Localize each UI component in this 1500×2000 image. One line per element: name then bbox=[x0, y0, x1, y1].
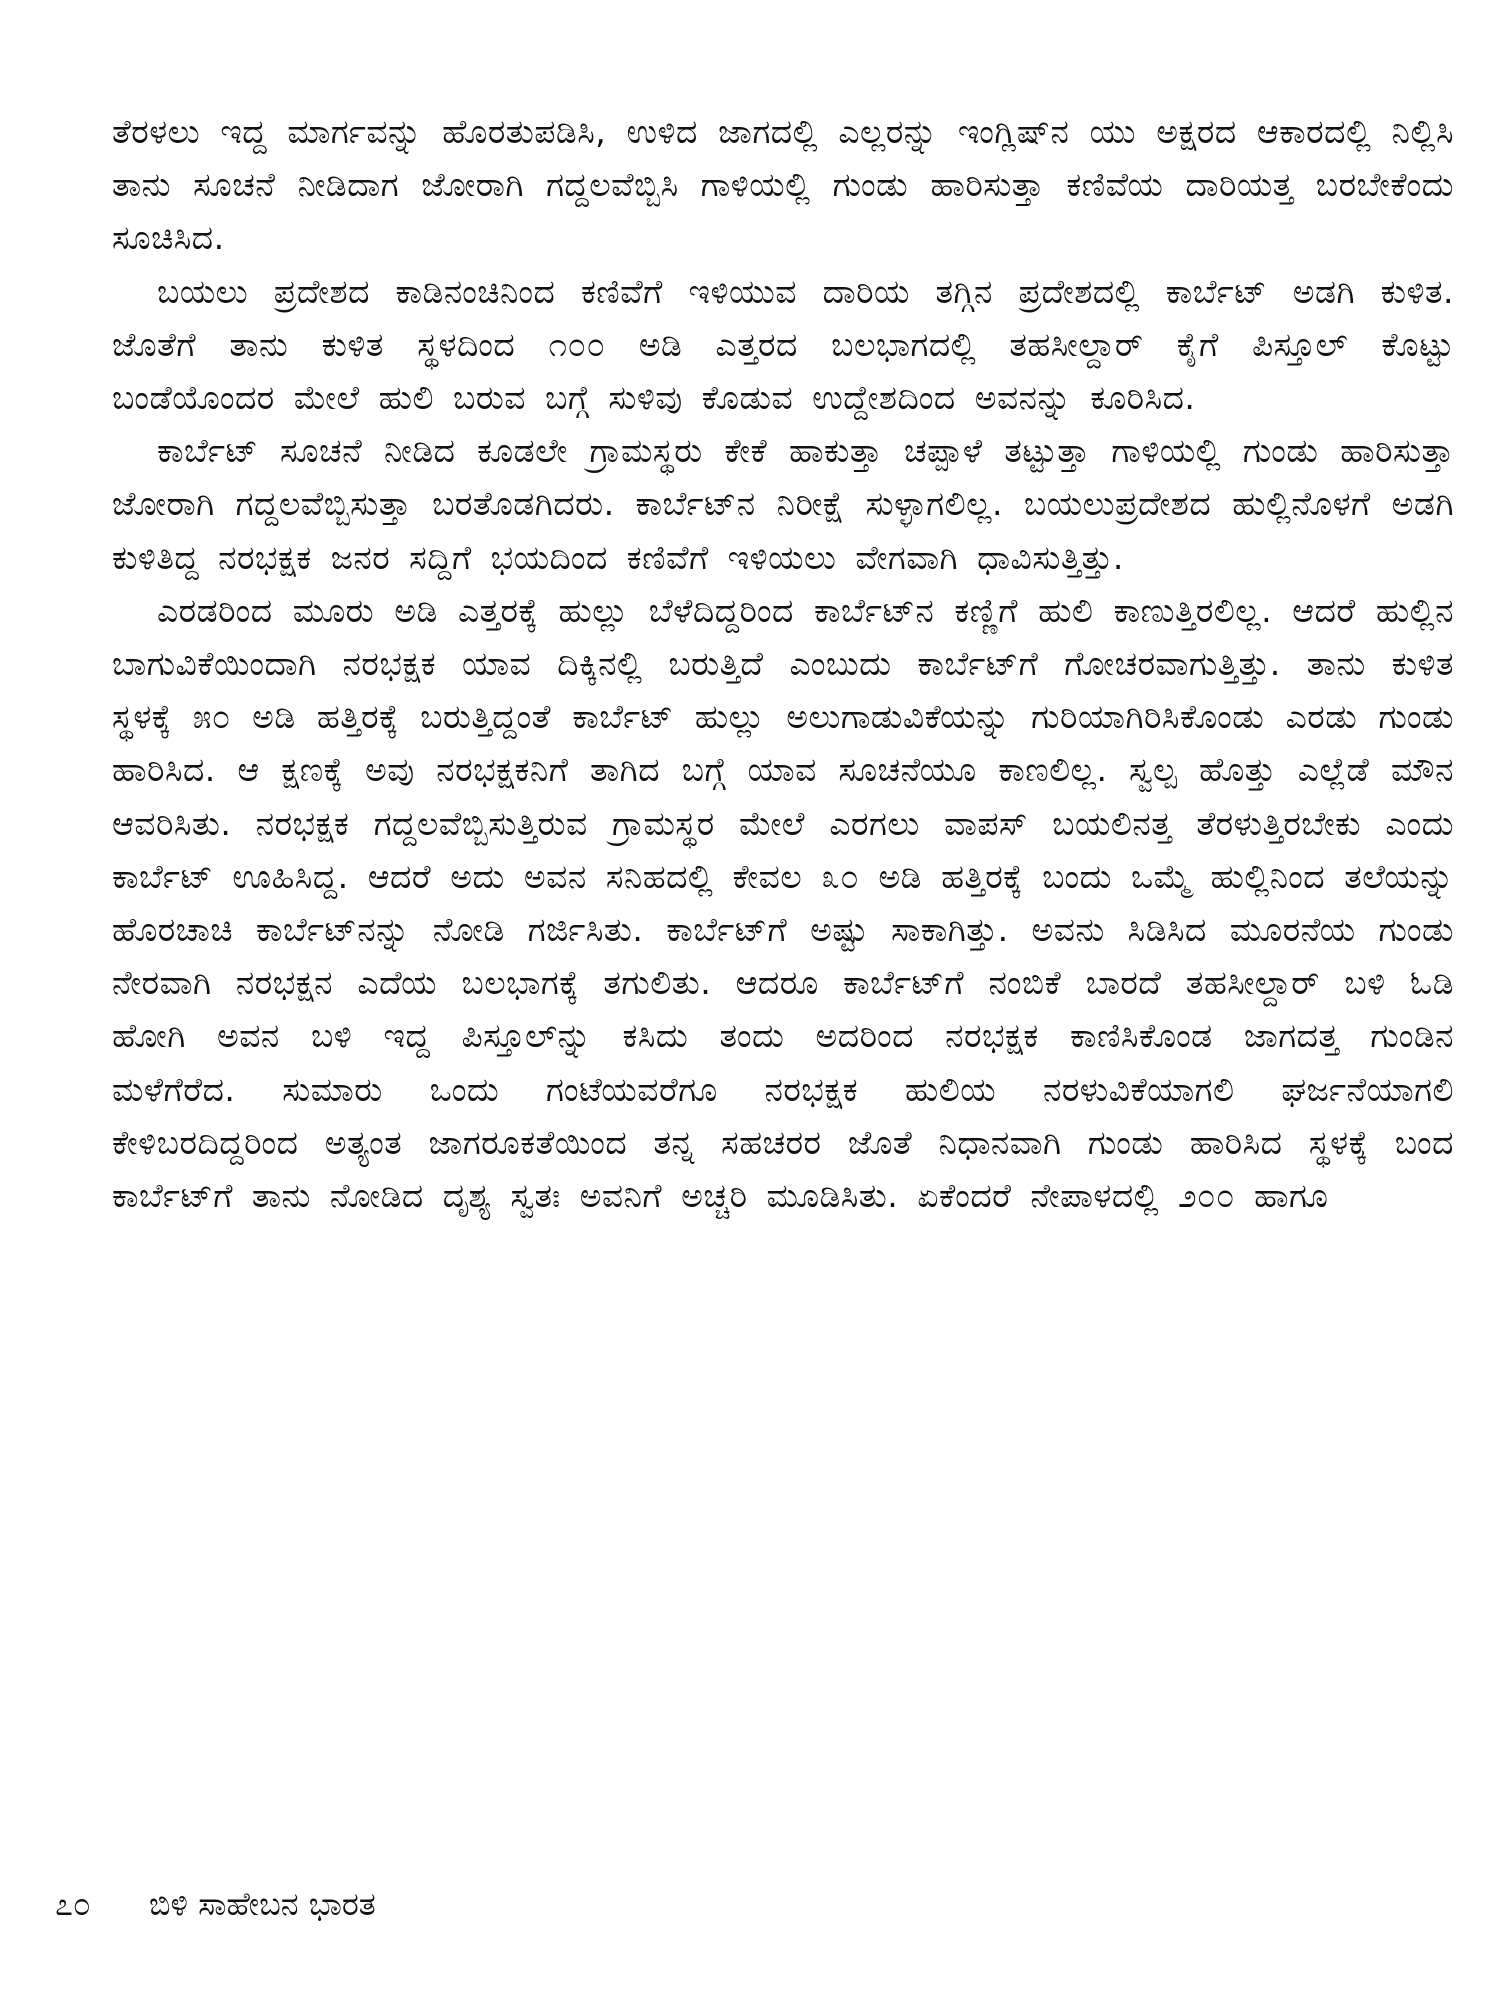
body-text bbox=[112, 105, 1454, 1222]
paragraph: ಕಾರ್ಬೆಟ್ ಸೂಚನೆ ನೀಡಿದ ಕೂಡಲೇ ಗ್ರಾಮಸ್ಥರು ಕೇಕೆ ಹಾಕುತ್ತಾ ಚಪ್ಪಾಳೆ ತಟ್ಟುತ್ತಾ ಗಾಳಿಯಲ್ಲಿ ಗುಂಡು ಹಾರಿಸುತ್ತಾ ಜೋರಾಗಿ ಗದ್ದಲವೆಬ್ಬಿಸುತ್ತಾ ಬರತೊಡಗಿದರು. ಕಾರ್ಬೆಟ್‌ನ ನಿರೀಕ್ಷೆ ಸುಳ್ಳಾಗಲಿಲ್ಲ. ಬಯಲುಪ್ರದೇಶದ ಹುಲ್ಲಿನೊಳಗೆ ಅಡಗಿ ಕುಳಿತಿದ್ದ ನರಭಕ್ಷಕ ಜನರ ಸದ್ದಿಗೆ ಭಯದಿಂದ ಕಣಿವೆಗೆ ಇಳಿಯಲು ವೇಗವಾಗಿ ಧಾವಿಸುತ್ತಿತ್ತು. bbox=[112, 431, 1454, 577]
paragraph: ತೆರಳಲು ಇದ್ದ ಮಾರ್ಗವನ್ನು ಹೊರತುಪಡಿಸಿ, ಉಳಿದ ಜಾಗದಲ್ಲಿ ಎಲ್ಲರನ್ನು ಇಂಗ್ಲಿಷ್‌ನ ಯು ಅಕ್ಷರದ ಆಕಾರದಲ್ಲಿ ನಿಲ್ಲಿಸಿ ತಾನು ಸೂಚನೆ ನೀಡಿದಾಗ ಜೋರಾಗಿ ಗದ್ದಲವೆಬ್ಬಿಸಿ ಗಾಳಿಯಲ್ಲಿ ಗುಂಡು ಹಾರಿಸುತ್ತಾ ಕಣಿವೆಯ ದಾರಿಯತ್ತ ಬರಬೇಕೆಂದು ಸೂಚಿಸಿದ. bbox=[112, 112, 1454, 258]
page-number: ೭೦ bbox=[55, 1885, 91, 1923]
paragraph: ಬಯಲು ಪ್ರದೇಶದ ಕಾಡಿನಂಚಿನಿಂದ ಕಣಿವೆಗೆ ಇಳಿಯುವ ದಾರಿಯ ತಗ್ಗಿನ ಪ್ರದೇಶದಲ್ಲಿ ಕಾರ್ಬೆಟ್ ಅಡಗಿ ಕುಳಿತ. ಜೊತೆಗೆ ತಾನು ಕುಳಿತ ಸ್ಥಳದಿಂದ ೧೦೦ ಅಡಿ ಎತ್ತರದ ಬಲಭಾಗದಲ್ಲಿ ತಹಸೀಲ್ದಾರ್ ಕೈಗೆ ಪಿಸ್ತೂಲ್ ಕೊಟ್ಟು ಬಂಡೆಯೊಂದರ ಮೇಲೆ ಹುಲಿ ಬರುವ ಬಗ್ಗೆ ಸುಳಿವು ಕೊಡುವ ಉದ್ದೇಶದಿಂದ ಅವನನ್ನು ಕೂರಿಸಿದ. bbox=[112, 271, 1454, 418]
paragraph: ಎರಡರಿಂದ ಮೂರು ಅಡಿ ಎತ್ತರಕ್ಕೆ ಹುಲ್ಲು ಬೆಳೆದಿದ್ದರಿಂದ ಕಾರ್ಬೆಟ್‌ನ ಕಣ್ಣಿಗೆ ಹುಲಿ ಕಾಣುತ್ತಿರಲಿಲ್ಲ. ಆದರೆ ಹುಲ್ಲಿನ ಬಾಗುವಿಕೆಯಿಂದಾಗಿ ನರಭಕ್ಷಕ ಯಾವ ದಿಕ್ಕಿನಲ್ಲಿ ಬರುತ್ತಿದೆ ಎಂಬುದು ಕಾರ್ಬೆಟ್‌ಗೆ ಗೋಚರವಾಗುತ್ತಿತ್ತು. ತಾನು ಕುಳಿತ ಸ್ಥಳಕ್ಕೆ ೫೦ ಅಡಿ ಹತ್ತಿರಕ್ಕೆ ಬರುತ್ತಿದ್ದಂತೆ ಕಾರ್ಬೆಟ್ ಹುಲ್ಲು ಅಲುಗಾಡುವಿಕೆಯನ್ನು ಗುರಿಯಾಗಿರಿಸಿಕೊಂಡು ಎರಡು ಗುಂಡು ಹಾರಿಸಿದ. ಆ ಕ್ಷಣಕ್ಕೆ ಅವು ನರಭಕ್ಷಕನಿಗೆ ತಾಗಿದ ಬಗ್ಗೆ ಯಾವ ಸೂಚನೆಯೂ ಕಾಣಲಿಲ್ಲ. ಸ್ವಲ್ಪ ಹೊತ್ತು ಎಲ್ಲೆಡೆ ಮೌನ ಆವರಿಸಿತು. ನರಭಕ್ಷಕ ಗದ್ದಲವೆಬ್ಬಿಸುತ್ತಿರುವ ಗ್ರಾಮಸ್ಥರ ಮೇಲೆ ಎರಗಲು ವಾಪಸ್ ಬಯಲಿನತ್ತ ತೆರಳುತ್ತಿರಬೇಕು ಎಂದು ಕಾರ್ಬೆಟ್ ಊಹಿಸಿದ್ದ. ಆದರೆ ಅದು ಅವನ ಸನಿಹದಲ್ಲಿ ಕೇವಲ ೩೦ ಅಡಿ ಹತ್ತಿರಕ್ಕೆ ಬಂದು ಒಮ್ಮೆ ಹುಲ್ಲಿನಿಂದ ತಲೆಯನ್ನು ಹೊರಚಾಚಿ ಕಾರ್ಬೆಟ್‌ನನ್ನು ನೋಡಿ ಗರ್ಜಿಸಿತು. ಕಾರ್ಬೆಟ್‌ಗೆ ಅಷ್ಟು ಸಾಕಾಗಿತ್ತು. ಅವನು ಸಿಡಿಸಿದ ಮೂರನೆಯ ಗುಂಡು ನೇರವಾಗಿ ನರಭಕ್ಷನ ಎದೆಯ ಬಲಭಾಗಕ್ಕೆ ತಗುಲಿತು. ಆದರೂ ಕಾರ್ಬೆಟ್‌ಗೆ ನಂಬಿಕೆ ಬಾರದೆ ತಹಸೀಲ್ದಾರ್ ಬಳಿ ಓಡಿ ಹೋಗಿ ಅವನ ಬಳಿ ಇದ್ದ ಪಿಸ್ತೂಲ್‌ನ್ನು ಕಸಿದು ತಂದು ಅದರಿಂದ ನರಭಕ್ಷಕ ಕಾಣಿಸಿಕೊಂಡ ಜಾಗದತ್ತ ಗುಂಡಿನ ಮಳೆಗೆರೆದ. ಸುಮಾರು ಒಂದು ಗಂಟೆಯವರೆಗೂ ನರಭಕ್ಷಕ ಹುಲಿಯ ನರಳುವಿಕೆಯಾಗಲಿ ಘರ್ಜನೆಯಾಗಲಿ ಕೇಳಿಬರದಿದ್ದರಿಂದ ಅತ್ಯಂತ ಜಾಗರೂಕತೆಯಿಂದ ತನ್ನ ಸಹಚರರ ಜೊತೆ ನಿಧಾನವಾಗಿ ಗುಂಡು ಹಾರಿಸಿದ ಸ್ಥಳಕ್ಕೆ ಬಂದ ಕಾರ್ಬೆಟ್‌ಗೆ ತಾನು ನೋಡಿದ ದೃಶ್ಯ ಸ್ವತಃ ಅವನಿಗೆ ಅಚ್ಚರಿ ಮೂಡಿಸಿತು. ಏಕೆಂದರೆ ನೇಪಾಳದಲ್ಲಿ ೨೦೦ ಹಾಗೂ bbox=[112, 590, 1454, 1216]
page-footer bbox=[55, 1882, 424, 1926]
book-title: ಬಿಳಿ ಸಾಹೇಬನ ಭಾರತ bbox=[149, 1885, 376, 1923]
